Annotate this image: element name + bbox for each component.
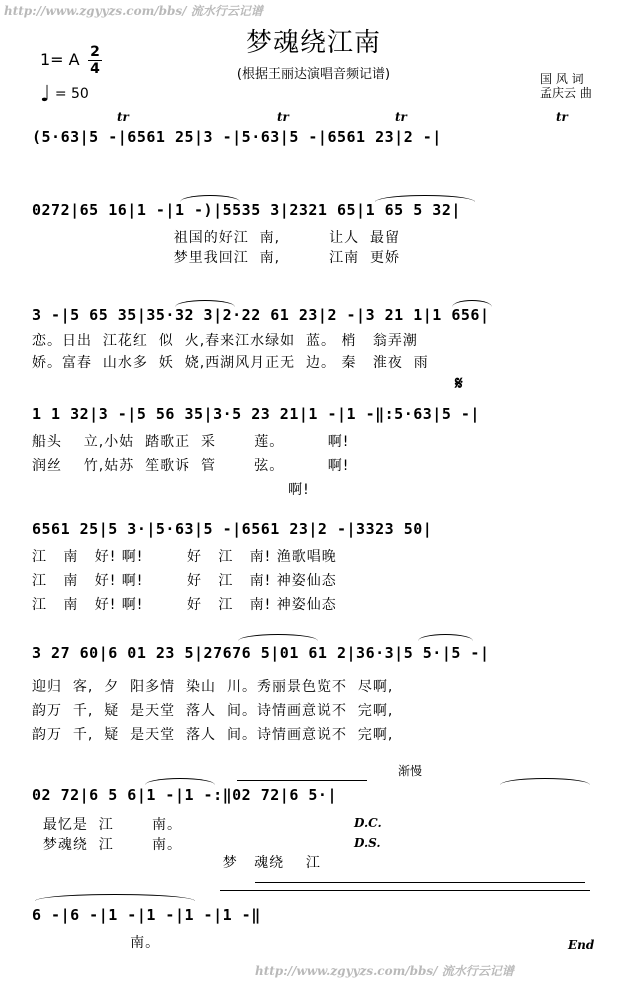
song-subtitle: (根据王丽达演唱音频记谱): [236, 67, 391, 82]
score-system-1: [0, 110, 627, 160]
lyrics-verse-2: 江 南 好! 啊! 好 江 南! 神姿仙态: [32, 573, 337, 589]
lyrics-verse-2: 梦魂绕 江 南。: [32, 837, 182, 853]
score-system-7: [0, 764, 627, 871]
trill-mark: tr: [277, 110, 289, 124]
lyrics-verse-1: 南。: [32, 935, 161, 951]
lyrics-verse-1: 船头 立,小姑 踏歌正 采 莲。 啊!: [32, 434, 350, 450]
composer-credit: 孟庆云 曲: [540, 86, 592, 100]
lyrics-verse-2: 梦里我回江 南, 江南 更娇: [32, 250, 401, 266]
score-system-6: [0, 640, 627, 743]
lyrics-verse-3: 韵万 千, 疑 是天堂 落人 间。诗情画意说不 完啊,: [32, 727, 394, 743]
lyrics-verse-1: 江 南 好! 啊! 好 江 南! 渔歌唱晚: [32, 549, 337, 565]
lyrics-verse-1: 恋。日出 江花红 似 火,春来江水绿如 蓝。 梢 翁弄潮: [32, 333, 418, 349]
watermark-top: http://www.zgyyzs.com/bbs/ 流水行云记谱: [4, 4, 263, 18]
score-system-2: [0, 195, 627, 266]
lyrics-verse-2: 韵万 千, 疑 是天堂 落人 间。诗情画意说不 完啊,: [32, 703, 394, 719]
lyrics-verse-1: 祖国的好江 南, 让人 最留: [32, 230, 401, 246]
lyricist-credit: 国 风 词: [540, 72, 584, 86]
song-title: 梦魂绕江南: [245, 28, 381, 58]
time-signature-bottom: 4: [90, 61, 100, 77]
lyrics-verse-3: 梦 魂绕 江: [32, 855, 321, 871]
tempo-value: = 50: [54, 86, 89, 102]
trill-mark: tr: [117, 110, 129, 124]
notation-line: 1 1 32|3 -|5 56 35|3·5 23 21|1 -|1 -‖:5·63|5 -|: [32, 405, 480, 423]
time-signature-top: 2: [90, 44, 100, 60]
key-signature: 1= A: [40, 50, 80, 69]
score-system-8: [0, 880, 627, 952]
notation-line: 6 -|6 -|1 -|1 -|1 -|1 -‖: [32, 906, 261, 924]
notation-line: 3 -|5 65 35|35·32 3|2·22 61 23|2 -|3 21 1|1 656|: [32, 306, 490, 324]
dal-segno-mark: D.S.: [354, 836, 381, 850]
time-signature: [88, 45, 102, 76]
score-system-4: [0, 405, 627, 498]
da-capo-mark: D.C.: [354, 816, 382, 830]
trill-mark: tr: [395, 110, 407, 124]
lyrics-verse-1: 最忆是 江 南。: [32, 817, 182, 833]
notation-line: 0272|65 16|1 -|1 -)|5535 3|2321 65|1 65 5 32|: [32, 201, 461, 219]
notation-line: 3 27 60|6 01 23 5|27676 5|01 61 2|36·3|5 5·|5 -|: [32, 644, 490, 662]
trill-mark: tr: [556, 110, 568, 124]
lyrics-verse-2: 润丝 竹,姑苏 笙歌诉 管 弦。 啊!: [32, 458, 350, 474]
notation-line: 02 72|6 5 6|1 -|1 -:‖02 72|6 5·|: [32, 786, 337, 804]
notation-line: 6561 25|5 3·|5·63|5 -|6561 23|2 -|3323 50|: [32, 520, 433, 538]
lyrics-verse-3: 啊!: [32, 482, 310, 498]
tempo-marking: [40, 82, 89, 107]
end-mark: End: [568, 938, 595, 952]
notation-line: (5·63|5 -|6561 25|3 -|5·63|5 -|6561 23|2 -|: [32, 128, 442, 146]
lyrics-verse-2: 娇。富春 山水多 妖 娆,西湖风月正无 边。 秦 淮夜 雨: [32, 355, 429, 371]
watermark-bottom: http://www.zgyyzs.com/bbs/ 流水行云记谱: [255, 964, 514, 978]
quarter-note-icon: ♩: [40, 82, 51, 107]
score-system-3: [0, 300, 627, 371]
score-system-5: [0, 520, 627, 613]
lyrics-verse-1: 迎归 客, 夕 阳多情 染山 川。秀丽景色览不 尽啊,: [32, 679, 394, 695]
ritardando-mark: 渐慢: [398, 764, 423, 778]
lyrics-verse-3: 江 南 好! 啊! 好 江 南! 神姿仙态: [32, 597, 337, 613]
segno-icon: 𝄋: [455, 373, 463, 394]
